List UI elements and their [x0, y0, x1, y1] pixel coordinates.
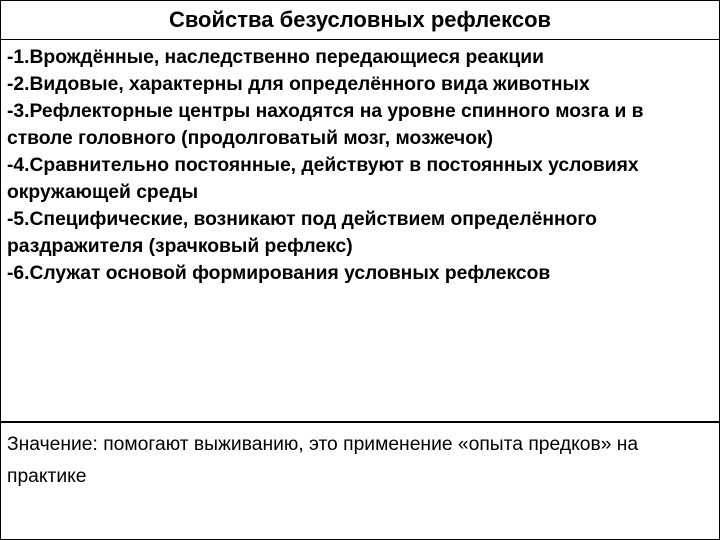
table-title: Свойства безусловных рефлексов — [1, 1, 719, 40]
property-item-3: -3.Рефлекторные центры находятся на уровне спинного мозга и в стволе головного (продолговатый мозг, мозжечок) — [7, 101, 644, 149]
property-item-2: -2.Видовые, характерны для определённого вида животных — [7, 74, 590, 95]
property-item-1: -1.Врождённые, наследственно передающиеся реакции — [7, 47, 544, 68]
property-item-6: -6.Служат основой формирования условных рефлексов — [7, 263, 551, 284]
property-item-4: -4.Сравнительно постоянные, действуют в постоянных условиях окружающей среды — [7, 155, 639, 203]
meaning-text: Значение: помогают выживанию, это применение «опыта предков» на практике — [7, 434, 639, 487]
properties-list — [1, 40, 719, 423]
property-item-5: -5.Специфические, возникают под действием определённого раздражителя (зрачковый рефлекс) — [7, 209, 597, 257]
